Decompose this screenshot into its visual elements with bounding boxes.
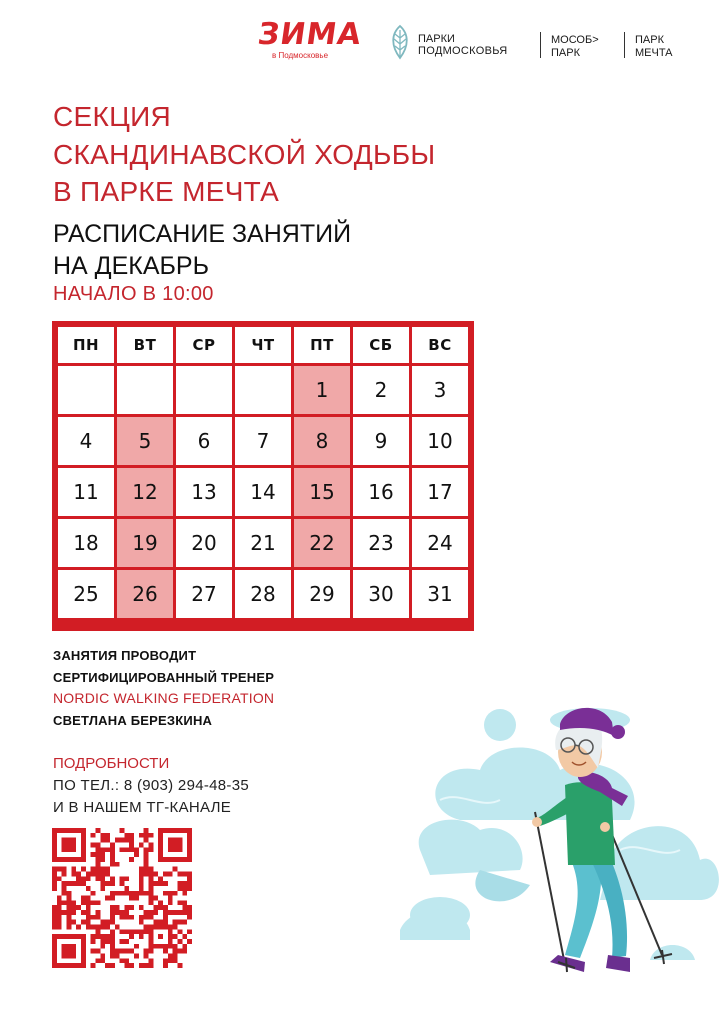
title-line-3: В ПАРКЕ МЕЧТА (53, 176, 280, 207)
calendar-day-cell (58, 366, 114, 414)
park-mechta-logo-line1: ПАРК (635, 34, 664, 46)
calendar-day-cell: 11 (58, 468, 114, 516)
calendar-day-cell: 2 (353, 366, 409, 414)
weekday-thu: ЧТ (235, 327, 291, 363)
park-mechta-logo-line2: МЕЧТА (635, 47, 673, 59)
calendar-day-cell: 8 (294, 417, 350, 465)
calendar-day-cell (176, 366, 232, 414)
weekday-fri: ПТ (294, 327, 350, 363)
calendar-day-cell: 22 (294, 519, 350, 567)
calendar-day-cell: 19 (117, 519, 173, 567)
zima-logo-subtitle: в Подмосковье (272, 51, 329, 60)
calendar-week-row (58, 366, 468, 414)
calendar-day-cell (117, 366, 173, 414)
nordic-walker-illustration (400, 700, 724, 1024)
start-time: НАЧАЛО В 10:00 (53, 283, 214, 305)
contacts-phone: ПО ТЕЛ.: 8 (903) 294-48-35 (53, 777, 250, 794)
calendar-day-cell: 20 (176, 519, 232, 567)
calendar-day-cell: 5 (117, 417, 173, 465)
calendar-day-cell: 9 (353, 417, 409, 465)
calendar-day-cell: 23 (353, 519, 409, 567)
park-mechta-logo (635, 34, 673, 60)
title-line-2: СКАНДИНАВСКОЙ ХОДЬБЫ (53, 139, 436, 170)
parks-logo (388, 22, 538, 62)
mosobpark-logo (551, 34, 599, 60)
weekday-tue: ВТ (117, 327, 173, 363)
calendar-grid (55, 324, 471, 621)
contacts-telegram: И В НАШЕМ ТГ-КАНАЛЕ (53, 799, 232, 816)
calendar-week-row (58, 570, 468, 618)
calendar-weekday-row (58, 327, 468, 363)
parks-leaf-icon (388, 24, 412, 60)
subtitle-line-2: НА ДЕКАБРЬ (53, 252, 210, 280)
calendar-day-cell (235, 366, 291, 414)
title-line-1: СЕКЦИЯ (53, 101, 172, 132)
mosobpark-logo-line2: ПАРК (551, 47, 580, 59)
calendar-day-cell: 18 (58, 519, 114, 567)
parks-logo-line1: ПАРКИ (418, 33, 455, 45)
calendar-day-cell: 15 (294, 468, 350, 516)
calendar-week-row (58, 417, 468, 465)
calendar-day-cell: 14 (235, 468, 291, 516)
weekday-sun: ВС (412, 327, 468, 363)
trainer-line-2: СЕРТИФИЦИРОВАННЫЙ ТРЕНЕР (53, 670, 275, 685)
calendar-day-cell: 31 (412, 570, 468, 618)
calendar-day-cell: 30 (353, 570, 409, 618)
zima-logo (255, 17, 366, 62)
calendar-day-cell: 13 (176, 468, 232, 516)
trainer-name: СВЕТЛАНА БЕРЕЗКИНА (53, 713, 213, 728)
calendar-day-cell: 3 (412, 366, 468, 414)
calendar-day-cell: 7 (235, 417, 291, 465)
parks-logo-line2: ПОДМОСКОВЬЯ (418, 45, 508, 57)
mosobpark-logo-line1: МОСОБ> (551, 34, 599, 46)
weekday-wed: СР (176, 327, 232, 363)
calendar-day-cell: 1 (294, 366, 350, 414)
contacts-title: ПОДРОБНОСТИ (53, 755, 170, 772)
calendar-day-cell: 17 (412, 468, 468, 516)
logo-divider (624, 32, 625, 58)
calendar-day-cell: 21 (235, 519, 291, 567)
logo-divider (540, 32, 541, 58)
calendar-week-row (58, 468, 468, 516)
calendar-day-cell: 28 (235, 570, 291, 618)
calendar-day-cell: 10 (412, 417, 468, 465)
schedule-calendar (52, 321, 474, 631)
calendar-day-cell: 26 (117, 570, 173, 618)
weekday-sat: СБ (353, 327, 409, 363)
subtitle-line-1: РАСПИСАНИЕ ЗАНЯТИЙ (53, 220, 352, 248)
calendar-day-cell: 27 (176, 570, 232, 618)
calendar-day-cell: 16 (353, 468, 409, 516)
calendar-day-cell: 4 (58, 417, 114, 465)
trainer-federation: NORDIC WALKING FEDERATION (53, 690, 275, 706)
calendar-day-cell: 29 (294, 570, 350, 618)
zima-logo-text: ЗИМА (255, 17, 365, 52)
calendar-day-cell: 25 (58, 570, 114, 618)
trainer-line-1: ЗАНЯТИЯ ПРОВОДИТ (53, 648, 197, 663)
weekday-mon: ПН (58, 327, 114, 363)
calendar-day-cell: 12 (117, 468, 173, 516)
calendar-day-cell: 6 (176, 417, 232, 465)
calendar-day-cell: 24 (412, 519, 468, 567)
calendar-week-row (58, 519, 468, 567)
telegram-qr-code[interactable] (52, 828, 192, 968)
